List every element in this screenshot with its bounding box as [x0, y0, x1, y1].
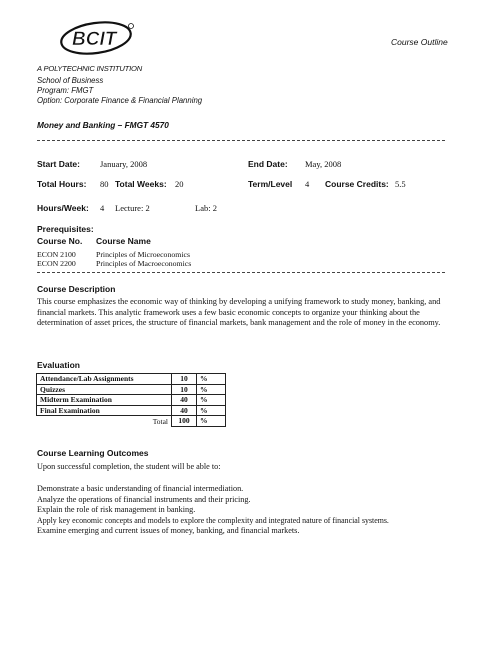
end-date-label: End Date: [248, 159, 288, 169]
prerequisites-heading: Prerequisites: [37, 224, 94, 234]
prereq-row-1-no: ECON 2100 [37, 250, 76, 259]
eval-item-unit: % [197, 405, 226, 416]
prereq-col-course-name: Course Name [96, 236, 151, 246]
eval-item-name: Quizzes [37, 384, 172, 395]
eval-item-value: 40 [172, 405, 197, 416]
total-weeks-label: Total Weeks: [115, 179, 167, 189]
eval-item-value: 10 [172, 384, 197, 395]
program-name: Program: FMGT [37, 86, 94, 95]
bcit-logo [58, 18, 140, 58]
eval-item-value: 10 [172, 374, 197, 385]
hours-week-label: Hours/Week: [37, 203, 89, 213]
start-date-value: January, 2008 [100, 159, 148, 169]
institution-tagline: A POLYTECHNIC INSTITUTION [37, 64, 142, 73]
total-hours-label: Total Hours: [37, 179, 87, 189]
eval-item-name: Attendance/Lab Assignments [37, 374, 172, 385]
eval-total-label: Total [37, 416, 172, 427]
total-weeks-value: 20 [175, 179, 184, 189]
description-text: This course emphasizes the economic way of thinking by developing a unifying framework to study money, banking, and financial markets. This analytic framework uses a few basic economic concepts to organize your thinking about the determination of asset prices, the structure of financial markets, bank management and the role of money in the economy. [37, 297, 441, 328]
list-item: Demonstrate a basic understanding of financial intermediation. [37, 484, 244, 493]
lab-hours: Lab: 2 [195, 203, 217, 213]
eval-item-unit: % [197, 384, 226, 395]
end-date-value: May, 2008 [305, 159, 342, 169]
course-credits-label: Course Credits: [325, 179, 389, 189]
outcomes-intro: Upon successful completion, the student will be able to: [37, 462, 221, 471]
course-title: Money and Banking – FMGT 4570 [37, 120, 169, 130]
eval-item-unit: % [197, 374, 226, 385]
table-row [37, 395, 226, 406]
evaluation-heading: Evaluation [37, 360, 80, 370]
start-date-label: Start Date: [37, 159, 80, 169]
prereq-row-2-no: ECON 2200 [37, 259, 76, 268]
course-outline-label: Course Outline [391, 37, 448, 47]
evaluation-table [36, 373, 226, 427]
divider-prereq [37, 272, 445, 273]
logo-text: BCIT [72, 29, 117, 50]
description-heading: Course Description [37, 284, 116, 294]
lecture-hours: Lecture: 2 [115, 203, 150, 213]
eval-item-name: Final Examination [37, 405, 172, 416]
term-level-value: 4 [305, 179, 310, 189]
eval-item-value: 40 [172, 395, 197, 406]
school-name: School of Business [37, 76, 104, 85]
table-row-total [37, 416, 226, 427]
prereq-col-course-no: Course No. [37, 236, 83, 246]
eval-item-name: Midterm Examination [37, 395, 172, 406]
table-row [37, 384, 226, 395]
eval-item-unit: % [197, 395, 226, 406]
outcomes-heading: Course Learning Outcomes [37, 448, 149, 458]
eval-total-value: 100 [172, 416, 197, 427]
table-row [37, 405, 226, 416]
prereq-row-1-name: Principles of Microeconomics [96, 250, 190, 259]
hours-week-value: 4 [100, 203, 105, 213]
divider-top [37, 140, 445, 141]
list-item: Apply key economic concepts and models to explore the complexity and integrated nature of financial systems. [37, 515, 389, 525]
total-hours-value: 80 [100, 179, 109, 189]
course-credits-value: 5.5 [395, 179, 406, 189]
list-item: Examine emerging and current issues of money, banking, and financial markets. [37, 526, 300, 535]
option-name: Option: Corporate Finance & Financial Planning [37, 96, 203, 105]
list-item: Analyze the operations of financial instruments and their pricing. [37, 494, 251, 504]
prereq-row-2-name: Principles of Macroeconomics [96, 259, 192, 268]
list-item: Explain the role of risk management in banking. [37, 505, 196, 514]
eval-total-unit: % [197, 416, 226, 427]
table-row [37, 374, 226, 385]
term-level-label: Term/Level [248, 179, 293, 189]
